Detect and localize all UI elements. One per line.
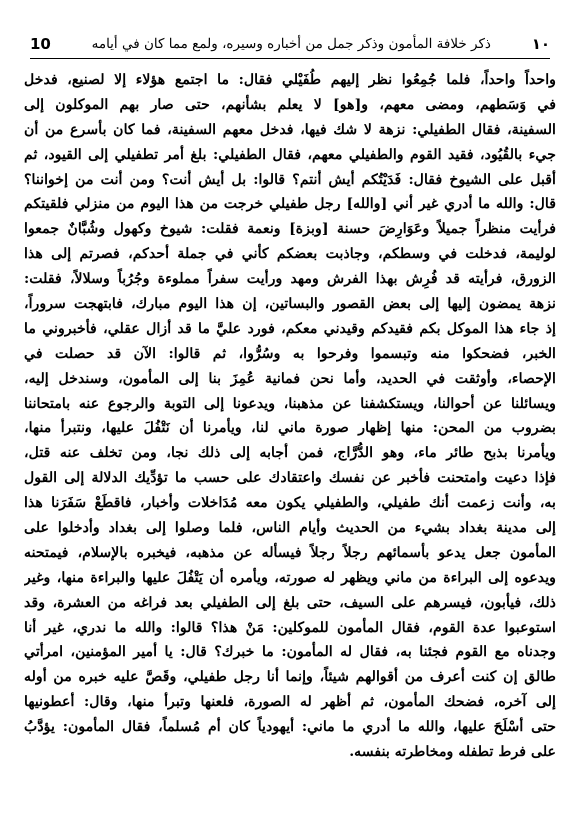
text-line: السفينة، فقال الطفيلي: نزهة لا شك فيها، فدخل معهم السفينة، فما كان بأسرع من أن: [24, 121, 556, 138]
text-line: ويأمرنا بذبح طائر ماء، وهو الدُّرَّاج، فمن أجابه إلى ذلك نجا، ومن تخلف عنه قتل،: [24, 445, 556, 462]
page-number-left: 10: [30, 35, 51, 53]
text-line: طالق إن كنت أعرف من أقوالهم شيئاً، وإنما أنا رجل طفيلي، وقَصَّ عليه خبره من أوله: [24, 669, 556, 686]
text-line: المأمون جعل يدعو بأسمائهم رجلاً رجلاً فيسأله عن مذهبه، فيخبره بالإسلام، فيمتحنه: [24, 544, 556, 561]
text-line: فرأيت منظراً جميلاً وعَوَارِضَ حسنة [وبزة] ونعمة فقلت: شيوخ وكهول وشُبَّانٌ جمعوا: [24, 221, 556, 238]
page-number-right: ١٠: [531, 35, 550, 53]
text-line: حتى أسْلَحَ عليها، والله ما أدري ما ماني: أيهودياً كان أم مُسلماً، فقال المأمون: يؤدَّبُ: [24, 719, 556, 736]
text-line: به، وأنت زعمت أنك طفيلي، والطفيلي يكون معه مُدَاخلات وأخبار، فاقطَعْ سَفَرَنا هذا: [24, 495, 556, 512]
text-line: الخبر، فضحكوا منه وتبسموا وفرحوا به وسُرُّوا، ثم قالوا: الآن قد حصلت في: [24, 345, 556, 362]
text-line: بضروب من المحن: منها إظهار صورة ماني لنا، ويأمرنا أن نَتْفُلَ عليها، ونتبرأ منها،: [24, 420, 556, 437]
text-line: على فرط تطفله ومخاطرته بنفسه.: [349, 744, 556, 761]
body-text: [24, 68, 556, 765]
text-line: الزورق، فرأيته قد فُرِش بهذا الفرش ومهد ورأيت سفراً مملوءة وجُرُباً وسلالاً، فقلت:: [24, 271, 556, 288]
text-line: استوعبوا عدة القوم، فقال المأمون للموكلين: مَنْ هذا؟ قالوا: والله ما ندري، غير أنا: [24, 619, 556, 636]
text-line: واحداً واحداً، فلما جُمِعُوا نظر إليهم طُفَيْلي فقال: ما اجتمع هؤلاء إلا لصنيع، فدخل: [24, 72, 556, 88]
text-line: إلى مدينة بغداد بشيء من الحديث وأيام الناس، فلما وصلوا إلى بغداد وأدخلوا على: [24, 520, 556, 537]
text-line: ويدعوه إلى البراءة من ماني ويظهر له صورته، ويأمره أن يَتْفُلَ عليها والبراءة منها، وغير: [24, 569, 556, 586]
text-line: الإحصاء، وأوثقت في الحديد، وأما نحن فمانية عُمِزَ بنا إلى المأمون، وسندخل إليه،: [24, 370, 556, 387]
text-line: أقبل على الشيوخ فقال: فَدَيْتُكم أيش أنتم؟ قالوا: بل أيش أنت؟ ومن أنت من إخواننا؟: [24, 171, 556, 188]
text-line: إلى آخره، فضحك المأمون، ثم أظهر له الصورة، فلعنها وتبرأ منها، وقال: أعطونيها: [24, 694, 556, 711]
page-header: [30, 30, 550, 59]
text-line: إذ جاء هذا الموكل بكم فقيدكم وقيدني معكم، فورد عليَّ ما قد أزال عقلي، فأخبروني ما: [24, 320, 556, 337]
text-line: لوليمة، فدخلت في وسطكم، وجاذبت بعضكم كأني في جملة أحدكم، فصرتم إلى هذا: [24, 246, 556, 263]
text-line: وجدناه مع القوم فجئنا به، فقال له المأمون: ما خبرك؟ قال: يا أمير المؤمنين، امرأتي: [24, 644, 556, 661]
text-line: جيء بالقُيُود، فقيد القوم والطفيلي معهم، فقال الطفيلي: بلغ أمر تطفيلي إلى القيود، ثم: [24, 146, 556, 163]
text-line: ويسائلنا عن أحوالنا، ويستكشفنا عن مذهبنا، ويدعونا إلى التوبة والرجوع عنه بامتحاننا: [24, 395, 556, 412]
text-line: نزهة يمضون إليها إلى بعض القصور والبساتين، إن هذا اليوم مبارك، فابتهجت سروراً،: [24, 296, 556, 313]
text-line: فإذا دعيت وامتحنت فأخبر عن نفسك واعتقادك على حسب ما تؤدِّيك الدلالة إلى القول: [24, 470, 556, 487]
text-line: ذلك، فيأبون، فيسرهم على السيف، حتى بلغ إلى الطفيلي بعد فراغه من العشرة، وقد: [24, 594, 556, 611]
running-title: ذكر خلافة المأمون وذكر جمل من أخباره وسيره، ولمع مما كان في أيامه: [91, 36, 491, 52]
text-line: قال: والله ما أدري غير أني [والله] رجل طفيلي خرجت من هذا اليوم من منزلي فلقيتكم: [24, 196, 556, 213]
text-line: في وَسَطهم، ومضى معهم، و[هو] لا يعلم بشأنهم، حتى صار بهم الموكلون إلى: [24, 96, 556, 113]
